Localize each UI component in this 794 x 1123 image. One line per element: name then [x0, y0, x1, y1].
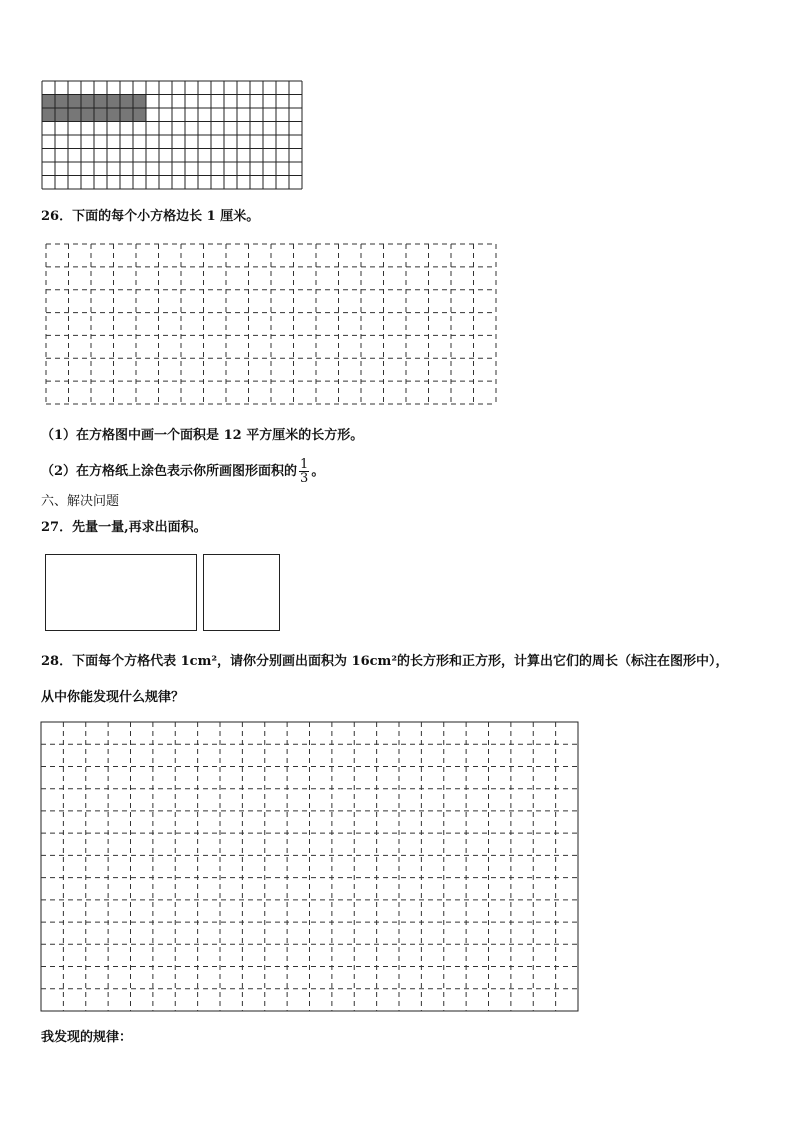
question-28-line-1: 28．下面每个方格代表 1cm²，请你分别画出面积为 16cm²的长方形和正方形，计算出它们的周长（标注在图形中），	[41, 654, 729, 669]
square-figure	[203, 554, 280, 631]
shaded-grid	[41, 80, 303, 190]
fraction-numerator: 1	[300, 457, 309, 472]
dashed-grid-28	[40, 721, 580, 1013]
question-26-title: 26．下面的每个小方格边长 1 厘米。	[41, 209, 260, 224]
fraction-denominator: 3	[300, 471, 309, 486]
question-26-part-2-text: （2）在方格纸上涂色表示你所画图形面积的	[41, 464, 298, 479]
fraction-one-third	[299, 458, 309, 485]
dashed-grid-26	[45, 243, 497, 405]
shaded-grid-figure	[41, 80, 303, 190]
question-26-part-2	[41, 454, 324, 490]
question-26-grid-figure	[45, 243, 497, 405]
rectangle-figure	[45, 554, 197, 631]
question-27-title: 27．先量一量,再求出面积。	[41, 520, 207, 535]
question-26-part-1: （1）在方格图中画一个面积是 12 平方厘米的长方形。	[41, 428, 364, 443]
question-28-line-2: 从中你能发现什么规律？	[41, 690, 185, 705]
question-28-answer-label: 我发现的规律：	[41, 1030, 133, 1045]
question-28-grid-figure	[40, 721, 580, 1013]
section-6-heading: 六、解决问题	[41, 494, 120, 509]
question-26-part-2-end: 。	[311, 464, 325, 479]
